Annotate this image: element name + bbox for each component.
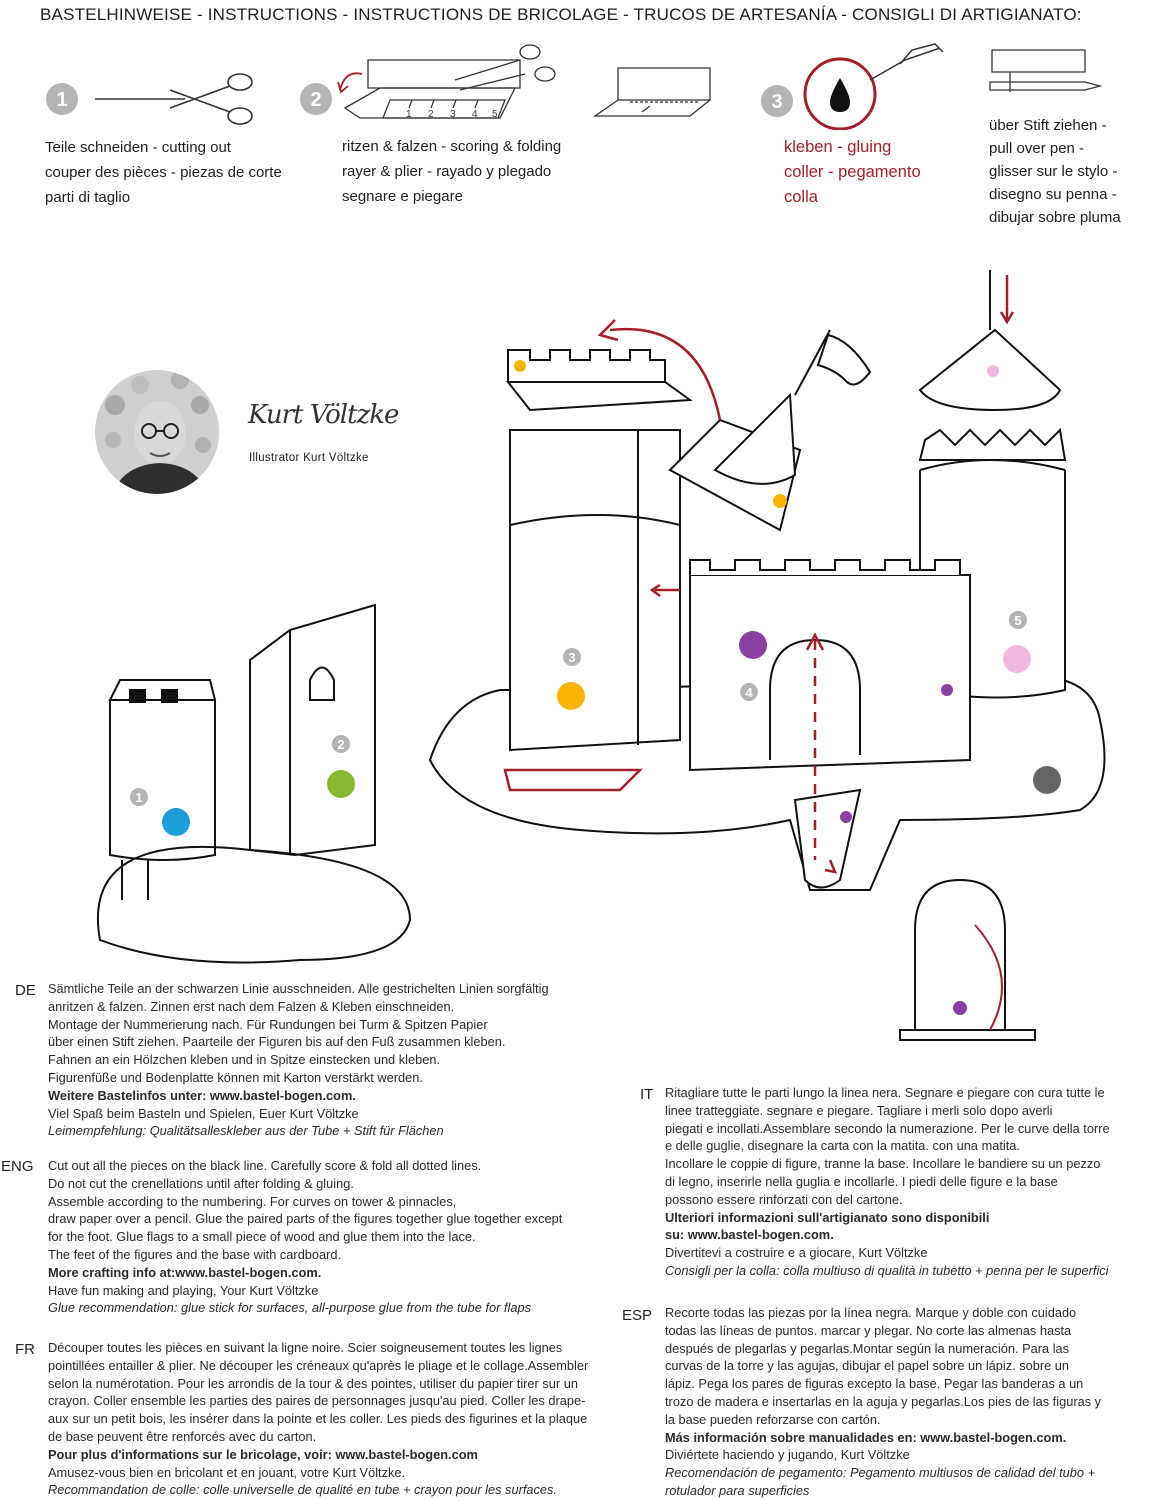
dot-purple-large	[739, 631, 767, 659]
step-2-number: 2	[310, 89, 322, 111]
ruler-mark-1: 1	[406, 109, 412, 120]
ruler-mark-5: 5	[492, 109, 498, 120]
lang-it-label: IT	[640, 1086, 654, 1103]
glue-drop-icon	[805, 44, 943, 129]
lang-fr-label: FR	[15, 1341, 35, 1358]
fold-diagram-icon	[595, 68, 710, 116]
illustrator-caption: Illustrator Kurt Völtzke	[249, 452, 369, 464]
ruler-mark-3: 3	[450, 109, 456, 120]
arch-figure	[900, 880, 1035, 1040]
lang-esp-label: ESP	[622, 1307, 653, 1324]
instructions-esp: Recorte todas las piezas por la línea negra. Marque y doble con cuidado todas las líneas de puntos. marcar y plegar. No corte las almenas hasta después de plegarlas y pegarlas.Montar según la numeración. Para las curvas de la torre y las agujas, dibujar el papel sobre un lápiz. sobre un lápiz. Pega los pares de figuras excepto la base. Pegar las banderas a un trozo de madera e insertarlas en la aguja y pegarlas.Los pies de las figuras y la base pueden reforzarse con cartón. Más información sobre manualidades en: www.bastel-bogen.com. Diviértete haciendo y jugando, Kurt Völtzke Recomendación de pegamento: Pegamento multiusos de calidad del tubo + rotulador para superficies	[665, 1305, 1102, 1498]
step-3-number: 3	[771, 91, 783, 113]
dot-purple-gate	[840, 811, 852, 823]
step-2-text: ritzen & falzen - scoring & folding rayer & plier - rayado y plegado segnare e piegare	[342, 138, 562, 205]
dot-orange-large	[557, 682, 585, 710]
instructions-fr: Découper toutes les pièces en suivant la ligne noire. Scier soigneusement toutes les lignes pointillées entailler & plier. Ne découper les créneaux qu'après le pliage et le collage.Assembler selon la numérotation. Pour les arrondis de la tour & des pointes, utiliser du papier tirer sur un crayon. Coller ensemble les parties des paires de personnages jusqu'au pied. Coller les drape- aux sur un petit bois, les insérer dans la pointe et les coller. Les pieds des figurines et la plaque de base peuvent être renforcés avec du carton. Pour plus d'informations sur le bricolage, voir: www.bastel-bogen.com Amusez-vous bien en bricolant et en jouant, votre Kurt Völtzke. Recommandation de colle: colle universelle de qualité en tube + crayon pour les surfaces.	[48, 1340, 589, 1498]
step-1-text: Teile schneiden - cutting out couper des pièces - piezas de corte parti di taglio	[45, 139, 282, 206]
step-1-number: 1	[56, 89, 68, 111]
step-icons	[0, 30, 1157, 130]
dot-green	[327, 770, 355, 798]
step-3-text: kleben - gluing coller - pegamento colla	[784, 138, 921, 206]
dot-pink-large	[1003, 645, 1031, 673]
step-4-text: über Stift ziehen - pull over pen - glisser sur le stylo - disegno su penna - dibujar sobre pluma	[989, 117, 1121, 226]
dot-grey	[1033, 766, 1061, 794]
dot-blue	[162, 808, 190, 836]
diagram-number-4: 4	[745, 685, 753, 700]
diagram-number-3: 3	[568, 650, 576, 665]
page-header: BASTELHINWEISE - INSTRUCTIONS - INSTRUCTIONS DE BRICOLAGE - TRUCOS DE ARTESANÍA - CONSIGLI DI ARTIGIANATO:	[40, 5, 1082, 24]
figure-building-1	[110, 680, 215, 900]
tower-3	[508, 350, 690, 750]
ruler-mark-2: 2	[428, 109, 434, 120]
instructions-de: Sämtliche Teile an der schwarzen Linie ausschneiden. Alle gestrichelten Linien sorgfältig anritzen & falzen. Zinnen erst nach dem Falzen & Kleben einschneiden. Montage der Nummerierung nach. Für Rundungen bei Turm & Spitzen Papier über einen Stift ziehen. Paarteile der Figuren bis auf den Fuß zusammen kleben. Fahnen an ein Hölzchen kleben und in Spitze einstecken und kleben. Figurenfüße und Bodenplatte können mit Karton verstärkt werden. Weitere Bastelinfos unter: www.bastel-bogen.com. Viel Spaß beim Basteln und Spielen, Euer Kurt Völtzke Leimempfehlung: Qualitätsalleskleber aus der Tube + Stift für Flächen	[48, 981, 549, 1139]
step-1-badge	[46, 83, 78, 115]
dot-purple-small	[941, 684, 953, 696]
diagram-number-2: 2	[337, 737, 345, 752]
instructions-eng: Cut out all the pieces on the black line. Carefully score & fold all dotted lines. Do not cut the crenellations until after folding & gluing. Assemble according to the numbering. For curves on tower & pinnacles, draw paper over a pencil. Glue the paired parts of the figures together glue together except for the foot. Glue flags to a small piece of wood and glue them into the lace. The feet of the figures and the base with cardboard. More crafting info at:www.bastel-bogen.com. Have fun making and playing, Your Kurt Völtzke Glue recommendation: glue stick for surfaces, all-purpose glue from the tube for flaps	[48, 1158, 563, 1316]
ruler-scoring-icon	[345, 45, 555, 118]
flag-icon	[795, 330, 870, 395]
dot-orange-card	[773, 494, 787, 508]
dot-orange-small	[514, 360, 526, 372]
pencil-roll-icon	[990, 50, 1100, 92]
diagram-number-1: 1	[135, 790, 143, 805]
dot-pink-small	[987, 365, 999, 377]
castle-diagram	[0, 255, 1157, 1055]
tower-3-roof-card	[670, 395, 800, 530]
diagram-number-5: 5	[1014, 613, 1022, 628]
lang-eng-label: ENG	[1, 1158, 34, 1175]
ruler-mark-4: 4	[472, 109, 478, 120]
lang-de-label: DE	[15, 982, 36, 999]
step-2-badge	[300, 83, 332, 115]
step-3-badge	[761, 85, 793, 117]
illustrator-signature: Kurt Völtzke	[248, 400, 399, 430]
dot-purple-arch	[953, 1001, 967, 1015]
gate-building-4	[690, 560, 970, 888]
instructions-it: Ritagliare tutte le parti lungo la linea nera. Segnare e piegare con cura tutte le linee tratteggiate. segnare e piegare. Tagliare i merli solo dopo averli piegati e incollati.Assemblare secondo la numerazione. Per le curve della torre e delle guglie, disegnare la carta con la matita. con una matita. Incollare le coppie di figure, tranne la base. Incollare le bandiere su un pezzo di legno, inserirle nella guglia e incollarle. I piedi delle figure e la base possono essere rinforzati con del cartone. Ulteriori informazioni sull'artigianato sono disponibili su: www.bastel-bogen.com. Divertitevi a costruire e a giocare, Kurt Völtzke Consigli per la colla: colla multiuso di qualità in tubetto + penna per le superfici	[665, 1085, 1110, 1278]
